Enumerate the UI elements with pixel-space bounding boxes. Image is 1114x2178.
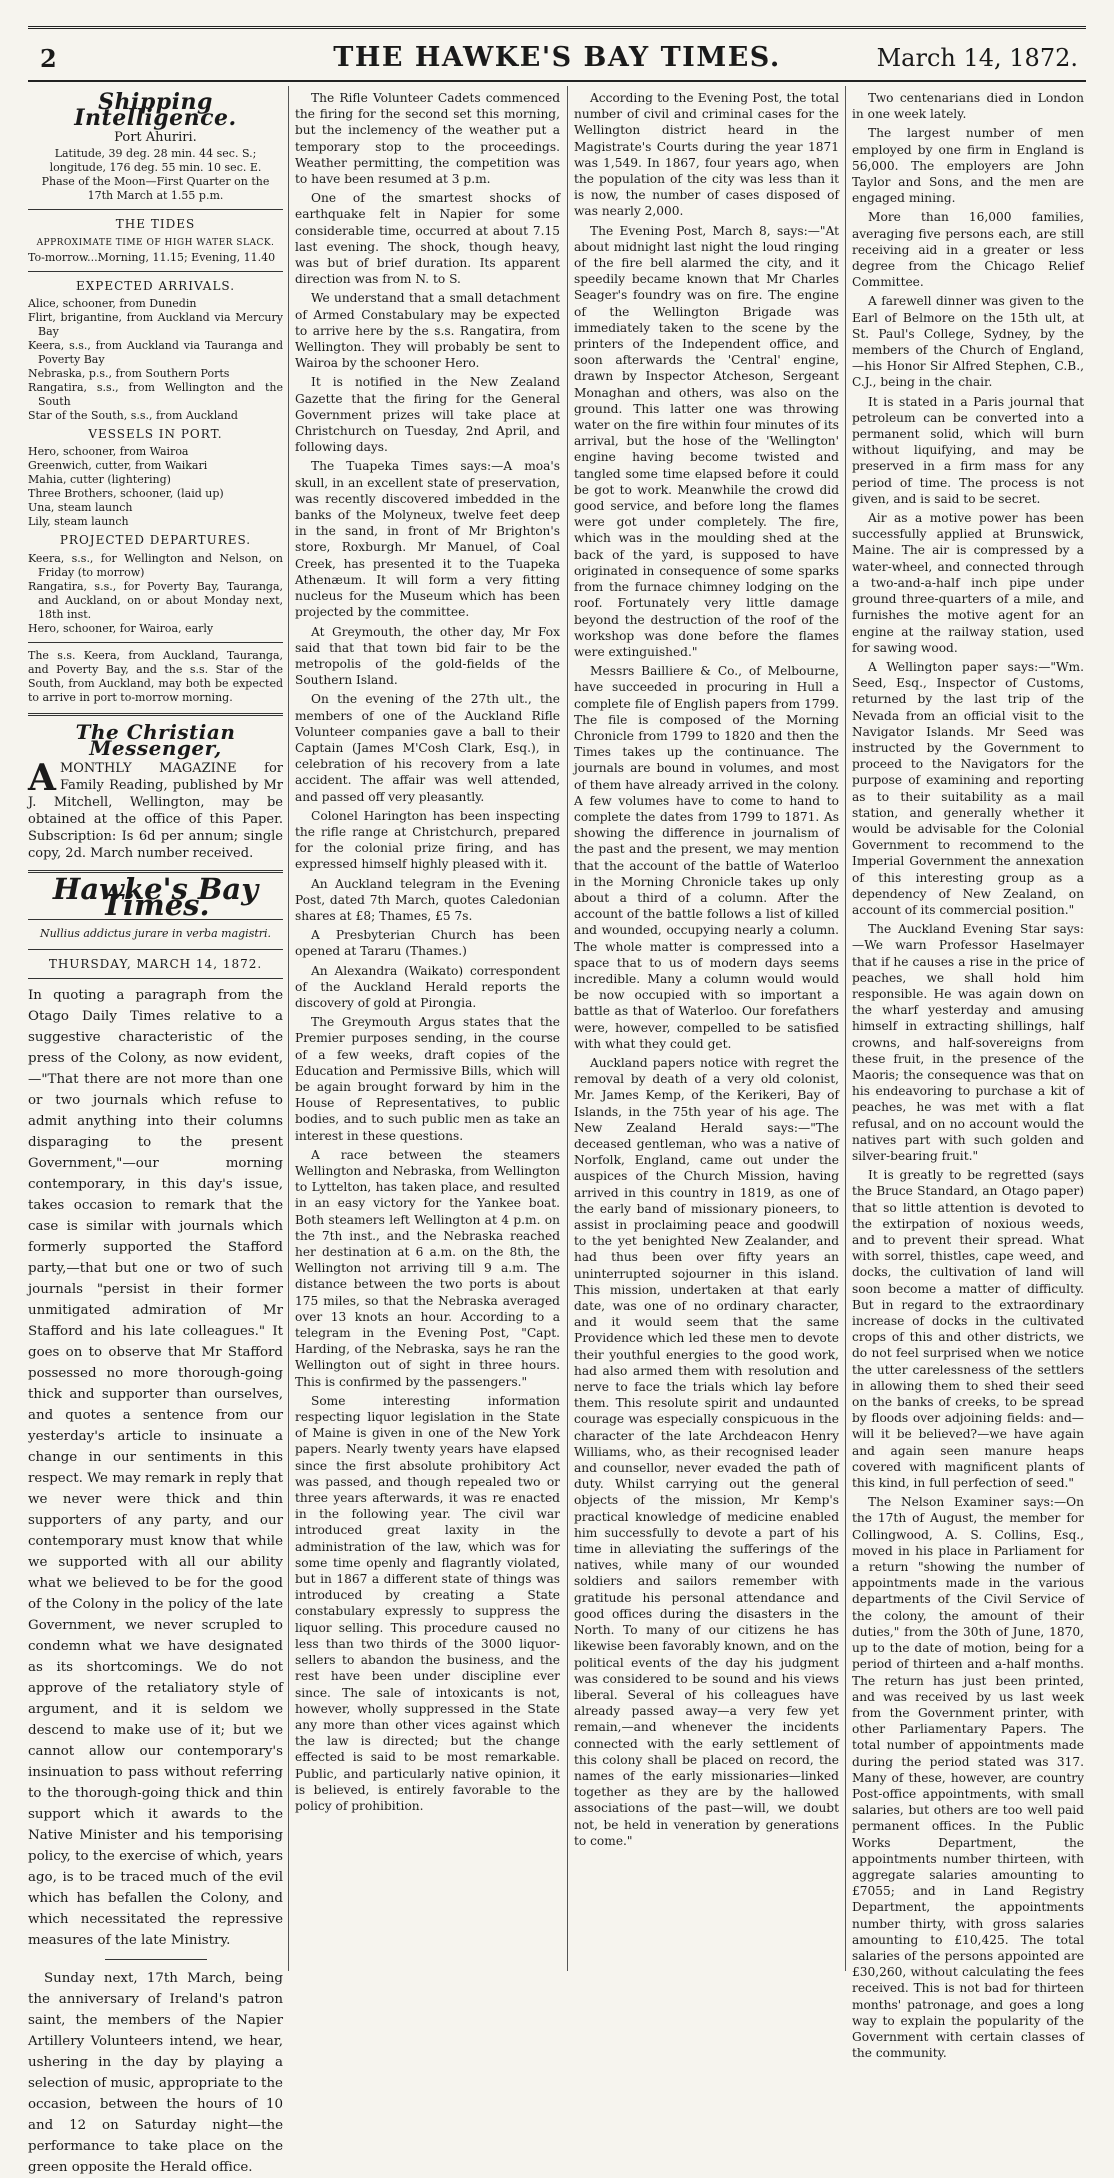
news-paragraph: Colonel Harington has been inspecting the rifle range at Christchurch, prepared for the colonial prize firing, and has expressed himself highly pleased with it.: [295, 808, 560, 872]
tides-times: To-morrow...Morning, 11.15; Evening, 11.40: [28, 251, 276, 265]
news-paragraph: The Greymouth Argus states that the Premier purposes sending, in the course of a few weeks, draft copies of the Education and Permissive Bills, which will be again brought forward by him in the House of Representatives, to public bodies, and to such public men as take an interest in these questions.: [295, 1015, 560, 1143]
moon-phase: Phase of the Moon—First Quarter on the 17th March at 1.55 p.m.: [41, 174, 270, 202]
news-paragraph: The Auckland Evening Star says:—We warn Professor Haselmayer that if he causes a rise in the price of peaches, we shall hold him responsible. He was again down on the wharf yesterday and amusing himself in extracting shillings, half crowns, and half-sovereigns from these fruit, in the presence of the Maoris; the consequence was that on his endeavoring to purchase a kit of peaches, he was met with a flat refusal, and on no account would the natives part with such golden and silver-bearing fruit.": [852, 922, 1084, 1163]
vessel-item: Lily, steam launch: [28, 515, 129, 529]
vessel-item: Hero, schooner, from Wairoa: [28, 445, 189, 459]
departures-heading: PROJECTED DEPARTURES.: [59, 533, 252, 548]
shipping-heading: Shipping Intelligence.: [74, 89, 237, 132]
news-paragraph: An Auckland telegram in the Evening Post, dated 7th March, quotes Caledonian shares at £8; Thames, £5 7s.: [295, 876, 560, 923]
vessels-heading: VESSELS IN PORT.: [88, 427, 223, 442]
messenger-advert: [28, 757, 283, 862]
port-name: Port Ahuriri.: [114, 130, 197, 146]
masthead: [28, 38, 1086, 74]
port-coordinates: Latitude, 39 deg. 28 min. 44 sec. S.; longitude, 176 deg. 55 min. 10 sec. E.: [49, 146, 262, 174]
news-paragraph: The Rifle Volunteer Cadets commenced the firing for the second set this morning, but the inclemency of the weather put a temporary stop to the proceedings. Weather permitting, the competition was to have been resumed at 3 p.m.: [295, 91, 560, 187]
divider: [28, 713, 283, 716]
vessel-item: Una, steam launch: [28, 501, 133, 515]
editorial-dateline: THURSDAY, MARCH 14, 1872.: [48, 956, 263, 971]
departure-item: Hero, schooner, for Wairoa, early: [28, 621, 214, 635]
news-paragraph: Two centenarians died in London in one week lately.: [852, 91, 1084, 122]
column-divider: [845, 86, 846, 1971]
divider: [28, 642, 283, 643]
news-paragraph: A farewell dinner was given to the Earl of Belmore on the 15th ult, at St. Paul's College, Sydney, by the members of the Church of England,—his Honor Sir Alfred Stephen, C.B., C.J., being in the chair.: [852, 294, 1084, 390]
divider: [105, 1959, 207, 1960]
news-paragraph: An Alexandra (Waikato) correspondent of the Auckland Herald reports the discovery of gold at Pirongia.: [295, 963, 560, 1010]
messenger-body: MONTHLY MAGAZINE for Family Reading, published by Mr J. Mitchell, Wellington, may be obtained at the office of this Paper. Subscription: Is 6d per annum; single copy, 2d. March number received.: [28, 761, 283, 862]
news-paragraph: One of the smartest shocks of earthquake felt in Napier for some considerable time, occurred at about 7.15 last evening. The shock, though heavy, was but of brief duration. Its apparent direction was from N. to S.: [295, 191, 560, 287]
departure-item: Keera, s.s., for Wellington and Nelson, on Friday (to morrow): [28, 551, 283, 579]
news-paragraph: It is stated in a Paris journal that petroleum can be converted into a permanent solid, which will burn without liquifying, and may be preserved in a firm mass for any period of time. The process is not given, and is said to be secret.: [852, 394, 1084, 506]
issue-date: March 14, 1872.: [876, 44, 1078, 72]
column-3: [574, 90, 839, 1970]
arrival-item: Keera, s.s., from Auckland via Tauranga and Poverty Bay: [28, 339, 283, 367]
news-paragraph: The Tuapeka Times says:—A moa's skull, in an excellent state of preservation, was recently discovered imbedded in the banks of the Molyneux, twelve feet deep in the sand, in front of Mr Brighton's store, Roxburgh. Mr Manuel, of Coal Creek, has presented it to the Tuapeka Athenæum. It will form a very fitting nucleus for the Museum which has been projected by the committee.: [295, 459, 560, 620]
editorial-paragraph: Sunday next, 17th March, being the anniversary of Ireland's patron saint, the members of the Napier Artillery Volunteers intend, we hear, ushering in the day by playing a selection of music, appropriate to the occasion, between the hours of 10 and 12 on Saturday night—the performance to take place on the green opposite the Herald office.: [28, 1970, 283, 2175]
tides-heading: THE TIDES: [115, 216, 196, 231]
news-paragraph: At Greymouth, the other day, Mr Fox said that that town bid fair to be the metropolis of the gold-fields of the Southern Island.: [295, 624, 560, 688]
top-rule: [28, 26, 1086, 29]
newspaper-title: THE HAWKE'S BAY TIMES.: [333, 42, 781, 73]
divider: [28, 271, 283, 272]
page-number: 2: [40, 44, 57, 73]
news-paragraph: The Nelson Examiner says:—On the 17th of August, the member for Collingwood, A. S. Collins, Esq., moved in his place in Parliament for a return "showing the number of appointments made in the various departments of the Civil Service of the colony, the amount of their duties," from the 30th of June, 1870, up to the date of motion, being for a period of thirteen and a-half months. The return has just been printed, and was received by us last week from the Government printer, with other Parliamentary Papers. The total number of appointments made during the period stated was 317. Many of these, however, are country Post-office appointments, with small salaries, but others are too well paid permanent offices. In the Public Works Department, the appointments number thirteen, with aggregate salaries amounting to £7055; and in Land Registry Department, the appointments number thirty, with gross salaries amounting to £10,425. The total salaries of the persons appointed are £30,260, without calculating the fees received. This is not bad for thirteen months' patronage, and goes a long way to explain the popularity of the Government with certain classes of the community.: [852, 1495, 1084, 2061]
news-paragraph: On the evening of the 27th ult., the members of one of the Auckland Rifle Volunteer companies gave a ball to their Captain (James M'Cosh Clark, Esq.), in celebration of his recovery from a late accident. The affair was well attended, and passed off very pleasantly.: [295, 692, 560, 804]
column-1: [28, 89, 283, 2175]
arrival-item: Star of the South, s.s., from Auckland: [28, 409, 238, 423]
news-paragraph: Some interesting information respecting liquor legislation in the State of Maine is given in one of the New York papers. Nearly twenty years have elapsed since the first absolute prohibitory Act was passed, and though repealed two or three years afterwards, it was re enacted in the following year. The civil war introduced great laxity in the administration of the law, which was for some time openly and flagrantly violated, but in 1867 a different state of things was introduced by creating a State constabulary expressly to suppress the liquor selling. This procedure caused no less than two thirds of the 3000 liquor-sellers to abandon the business, and the rest have been under discipline ever since. The sale of intoxicants is not, however, wholly suppressed in the State any more than other vices against which the law is directed; but the change effected is said to be most remarkable. Public, and particularly native opinion, it is believed, is entirely favorable to the policy of prohibition.: [295, 1393, 560, 1813]
arrival-item: Rangatira, s.s., from Wellington and the South: [28, 381, 283, 409]
news-paragraph: A Presbyterian Church has been opened at Tararu (Thames.): [295, 928, 560, 959]
news-paragraph: The largest number of men employed by one firm in England is 56,000. The employers are John Taylor and Sons, and the men are engaged mining.: [852, 126, 1084, 206]
news-paragraph: Auckland papers notice with regret the removal by death of a very old colonist, Mr. James Kemp, of the Kerikeri, Bay of Islands, in the 75th year of his age. The New Zealand Herald says:—"The deceased gentleman, who was a native of Norfolk, England, came out under the auspices of the Church Mission, having arrived in this country in 1819, as one of the early band of missionary pioneers, to assist in proclaiming peace and goodwill to the yet benighted New Zealander, and had thus been over fifty years an uninterrupted sojourner in this island. This mission, undertaken at that early date, was one of no ordinary character, and it would seem that the same Providence which led these men to devote their youthful energies to the good work, had also armed them with resolution and nerve to face the trials which lay before them. This resolute spirit and undaunted courage was especially conspicuous in the character of the late Archdeacon Henry Williams, who, as their recognised leader and counsellor, never evaded the path of duty. Whilst carrying out the general objects of the mission, Mr Kemp's practical knowledge of medicine enabled him successfully to devote a part of his time in alleviating the sufferings of the natives, while many of our wounded soldiers and sailors remember with gratitude his personal attendance and good offices during the disasters in the North. To many of our citizens he has likewise been favorably known, and on the political events of the day his judgment was considered to be sound and his views liberal. Several of his colleagues have already passed away—a very few yet remain,—and whenever the incidents connected with the early settlement of this colony shall be placed on record, the names of the early missionaries—linked together as they are by the hallowed associations of the past—will, we doubt not, be held in veneration by generations to come.": [574, 1055, 839, 1848]
column-2: [295, 90, 560, 1970]
news-paragraph: It is greatly to be regretted (says the Bruce Standard, an Otago paper) that so little attention is devoted to the extirpation of noxious weeds, and to prevent their spread. What with sorrel, thistles, cape weed, and docks, the cultivation of land will soon become a matter of difficulty. But in regard to the extraordinary increase of docks in the cultivated crops of this and other districts, we do not feel surprised when we notice the utter carelessness of the settlers in allowing them to shed their seed on the banks of creeks, to be spread by floods over adjoining fields: and—will it be believed?—we have again and again seen manure heaps covered with magnificent plants of this kind, in full perfection of seed.": [852, 1168, 1084, 1491]
divider: [28, 209, 283, 210]
news-paragraph: A Wellington paper says:—"Wm. Seed, Esq., Inspector of Customs, returned by the last trip of the Nevada from an official visit to the Navigator Islands. Mr Seed was instructed by the Government to proceed to the Navigators for the purpose of examining and reporting as to their suitability as a mail station, and generally whether it would be advisable for the Colonial Government to recommend to the Imperial Government the annexation of this interesting group as a dependency of New Zealand, on account of its commercial position.": [852, 659, 1084, 917]
divider: [28, 978, 283, 979]
news-paragraph: More than 16,000 families, averaging five persons each, are still receiving aid in a greater or less degree from the Chicago Relief Committee.: [852, 210, 1084, 290]
news-paragraph: According to the Evening Post, the total number of civil and criminal cases for the Wellington district heard in the Magistrate's Courts during the year 1871 was 1,549. In 1867, four years ago, when the population of the city was less than it is now, the number of cases disposed of was nearly 2,000.: [574, 91, 839, 219]
column-divider: [567, 86, 568, 1971]
arrival-item: Nebraska, p.s., from Southern Ports: [28, 367, 230, 381]
vessel-item: Mahia, cutter (lightering): [28, 473, 171, 487]
vessel-item: Three Brothers, schooner, (laid up): [28, 487, 224, 501]
paper-motto: Nullius addictus jurare in verba magistri.: [39, 927, 272, 941]
paper-title: Hawke's Bay Times.: [52, 872, 259, 923]
divider: [28, 949, 283, 950]
keera-note: The s.s. Keera, from Auckland, Tauranga, and Poverty Bay, and the s.s. Star of the South, from Auckland, may both be expected to arrive in port to-morrow morning.: [28, 648, 283, 704]
news-paragraph: Messrs Bailliere & Co., of Melbourne, have succeeded in procuring in Hull a complete file of English papers from 1799. The file is composed of the Morning Chronicle from 1799 to 1820 and then the Times takes up the continuance. The journals are bound in volumes, and most of them have already arrived in the colony. A few volumes have to come to hand to complete the dates from 1799 to 1871. As showing the difference in journalism of the past and the present, we may mention that the account of the battle of Waterloo in the Morning Chronicle takes up only about a third of a column. After the account of the battle follows a list of killed and wounded, occupying nearly a column. The whole matter is compressed into a space that to us of modern days seems incredible. Many a column would would be now occupied with so important a battle as that of Waterloo. Our forefathers were, however, compelled to be satisfied with what they could get.: [574, 664, 839, 1051]
departure-item: Rangatira, s.s., for Poverty Bay, Tauranga, and Auckland, on or about Monday next, 18th inst.: [28, 579, 283, 621]
editorial-paragraph: In quoting a paragraph from the Otago Daily Times relative to a suggestive characteristic of the press of the Colony, as now evident,—"That there are not more than one or two journals which refuse to admit anything into their columns disparaging to the present Government,"—our morning contemporary, in this day's issue, takes occasion to remark that the case is similar with journals which formerly supported the Stafford party,—that but one or two of such journals "persist in their former unmitigated admiration of Mr Stafford and his late colleagues." It goes on to observe that Mr Stafford possessed no more thorough-going thick and supporter than ourselves, and quotes a sentence from our yesterday's article to insinuate a change in our sentiments in this respect. We may remark in reply that we never were thick and thin supporters of any party, and our contemporary must know that while we supported with all our ability what we believed to be for the good of the Colony in the policy of the late Government, we never scrupled to condemn what we have designated as its shortcomings. We do not approve of the retaliatory style of argument, and it is seldom we descend to make use of it; but we cannot allow our contemporary's insinuation to pass without referring to the thorough-going thick and thin support which it awards to the Native Minister and his temporising policy, to the exercise of which, years ago, is to be traced much of the evil which has befallen the Colony, and which necessitated the repressive measures of the late Ministry.: [28, 987, 283, 1948]
drop-cap: A: [28, 757, 56, 800]
vessel-item: Greenwich, cutter, from Waikari: [28, 459, 208, 473]
arrivals-heading: EXPECTED ARRIVALS.: [75, 279, 236, 294]
news-paragraph: Air as a motive power has been successfully applied at Brunswick, Maine. The air is compressed by a water-wheel, and connected through a two-and-a-half inch pipe under ground three-quarters of a mile, and furnishes the motive agent for an engine at the railway station, used for sawing wood.: [852, 511, 1084, 655]
masthead-rule: [28, 80, 1086, 82]
news-paragraph: A race between the steamers Wellington and Nebraska, from Wellington to Lyttelton, has taken place, and resulted in an easy victory for the Yankee boat. Both steamers left Wellington at 4 p.m. on the 7th inst., and the Nebraska reached her destination at 6 a.m. on the 8th, the Wellington not arriving till 9 a.m. The distance between the two ports is about 175 miles, so that the Nebraska averaged over 13 knots an hour. According to a telegram in the Evening Post, "Capt. Harding, of the Nebraska, says he ran the Wellington out of sight in three hours. This is confirmed by the passengers.": [295, 1147, 560, 1389]
arrival-item: Alice, schooner, from Dunedin: [28, 297, 197, 311]
column-divider: [288, 86, 289, 1971]
news-paragraph: The Evening Post, March 8, says:—"At about midnight last night the loud ringing of the fire bell alarmed the city, and it speedily became known that Mr Charles Seager's foundry was on fire. The engine of the Wellington Brigade was immediately taken to the scene by the printers of the Independent office, and soon afterwards the 'Central' engine, drawn by Inspector Atcheson, Sergeant Monaghan and others, was also on the ground. This latter one was throwing water on the fire within four minutes of its arrival, but the hose of the 'Wellington' engine having become twisted and tangled some time elapsed before it could be got to work. Meanwhile the crowd did good service, and before long the flames were got under completely. The fire, which was in the moulding shed at the back of the yard, is supposed to have originated in consequence of some sparks from the furnace chimney lodging on the roof. Fortunately very little damage beyond the destruction of the roof of the workshop was done before the flames were extinguished.": [574, 223, 839, 659]
news-paragraph: We understand that a small detachment of Armed Constabulary may be expected to arrive here by the s.s. Rangatira, from Wellington. They will probably be sent to Wairoa by the schooner Hero.: [295, 291, 560, 371]
news-paragraph: It is notified in the New Zealand Gazette that the firing for the General Government prizes will take place at Christchurch on Tuesday, 2nd April, and following days.: [295, 375, 560, 455]
messenger-heading: The Christian Messenger,: [75, 719, 236, 760]
column-4: [852, 90, 1084, 2061]
arrival-item: Flirt, brigantine, from Auckland via Mercury Bay: [28, 311, 283, 339]
tides-subheading: APPROXIMATE TIME OF HIGH WATER SLACK.: [36, 237, 275, 248]
